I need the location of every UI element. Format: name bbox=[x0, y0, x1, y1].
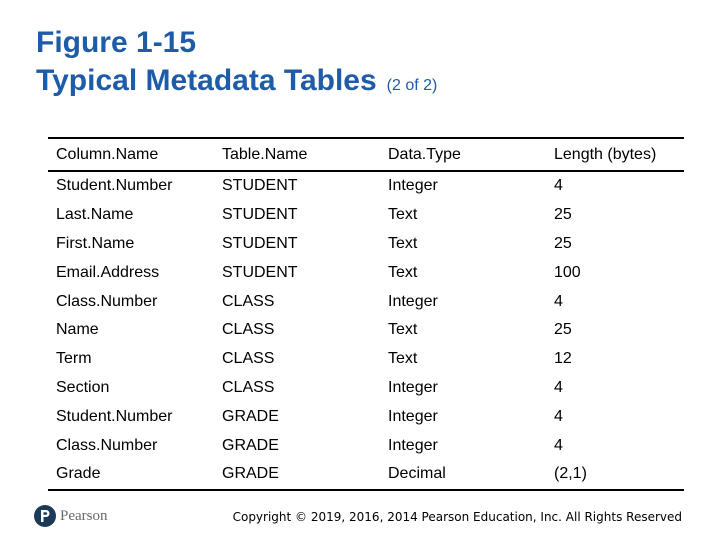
cell-table-name: STUDENT bbox=[222, 206, 298, 224]
cell-column-name: Section bbox=[56, 378, 110, 396]
table-row bbox=[48, 431, 684, 460]
cell-length: 4 bbox=[554, 177, 563, 195]
cell-length: 12 bbox=[554, 350, 572, 368]
cell-length: 4 bbox=[554, 407, 563, 425]
cell-data-type: Text bbox=[388, 234, 418, 252]
cell-data-type: Integer bbox=[388, 177, 438, 195]
table-row bbox=[48, 460, 684, 490]
cell-column-name: Class.Number bbox=[56, 436, 158, 454]
metadata-table bbox=[48, 137, 684, 491]
table-header-row bbox=[48, 138, 684, 171]
figure-caption bbox=[36, 62, 437, 105]
cell-table-name: GRADE bbox=[222, 407, 279, 425]
cell-data-type: Integer bbox=[388, 292, 438, 310]
cell-length: 4 bbox=[554, 436, 563, 454]
cell-table-name: STUDENT bbox=[222, 234, 298, 252]
table-row bbox=[48, 374, 684, 403]
pearson-logo bbox=[34, 505, 108, 527]
table-body bbox=[48, 171, 684, 490]
cell-data-type: Integer bbox=[388, 436, 438, 454]
cell-length: 25 bbox=[554, 206, 572, 224]
table-row bbox=[48, 201, 684, 230]
cell-column-name: First.Name bbox=[56, 234, 135, 252]
table-row bbox=[48, 402, 684, 431]
cell-length: 100 bbox=[554, 263, 581, 281]
metadata-table-container bbox=[48, 137, 684, 491]
pearson-logo-icon bbox=[34, 505, 56, 527]
cell-data-type: Text bbox=[388, 263, 418, 281]
cell-length: (2,1) bbox=[554, 465, 587, 483]
cell-column-name: Last.Name bbox=[56, 206, 134, 224]
cell-table-name: CLASS bbox=[222, 350, 275, 368]
header-column-name: Column.Name bbox=[56, 145, 159, 163]
cell-table-name: STUDENT bbox=[222, 263, 298, 281]
cell-data-type: Decimal bbox=[388, 465, 446, 483]
cell-length: 25 bbox=[554, 321, 572, 339]
header-data-type: Data.Type bbox=[388, 145, 461, 163]
table-row bbox=[48, 316, 684, 345]
figure-number: Figure 1-15 bbox=[36, 26, 197, 59]
cell-table-name: GRADE bbox=[222, 465, 279, 483]
cell-length: 25 bbox=[554, 234, 572, 252]
cell-table-name: CLASS bbox=[222, 321, 275, 339]
copyright-notice: Copyright © 2019, 2016, 2014 Pearson Education, Inc. All Rights Reserved bbox=[232, 510, 682, 524]
cell-column-name: Student.Number bbox=[56, 407, 173, 425]
table-row bbox=[48, 171, 684, 201]
cell-data-type: Integer bbox=[388, 407, 438, 425]
pearson-logo-text: Pearson bbox=[60, 507, 108, 524]
table-row bbox=[48, 258, 684, 287]
pearson-p-glyph-icon bbox=[39, 508, 51, 524]
figure-caption-text: Typical Metadata Tables bbox=[36, 64, 377, 97]
cell-data-type: Integer bbox=[388, 378, 438, 396]
cell-table-name: GRADE bbox=[222, 436, 279, 454]
cell-column-name: Email.Address bbox=[56, 263, 160, 281]
cell-column-name: Term bbox=[56, 350, 92, 368]
header-table-name: Table.Name bbox=[222, 145, 308, 163]
cell-column-name: Grade bbox=[56, 465, 101, 483]
header-length: Length (bytes) bbox=[554, 145, 657, 163]
table-row bbox=[48, 345, 684, 374]
slide-title bbox=[36, 24, 437, 105]
cell-column-name: Student.Number bbox=[56, 177, 173, 195]
table-row bbox=[48, 287, 684, 316]
table-row bbox=[48, 230, 684, 259]
cell-length: 4 bbox=[554, 292, 563, 310]
cell-data-type: Text bbox=[388, 350, 418, 368]
cell-table-name: CLASS bbox=[222, 378, 275, 396]
cell-length: 4 bbox=[554, 378, 563, 396]
cell-data-type: Text bbox=[388, 206, 418, 224]
cell-table-name: CLASS bbox=[222, 292, 275, 310]
cell-table-name: STUDENT bbox=[222, 177, 298, 195]
cell-column-name: Name bbox=[56, 321, 99, 339]
cell-column-name: Class.Number bbox=[56, 292, 158, 310]
cell-data-type: Text bbox=[388, 321, 418, 339]
figure-part-note: (2 of 2) bbox=[386, 77, 438, 94]
